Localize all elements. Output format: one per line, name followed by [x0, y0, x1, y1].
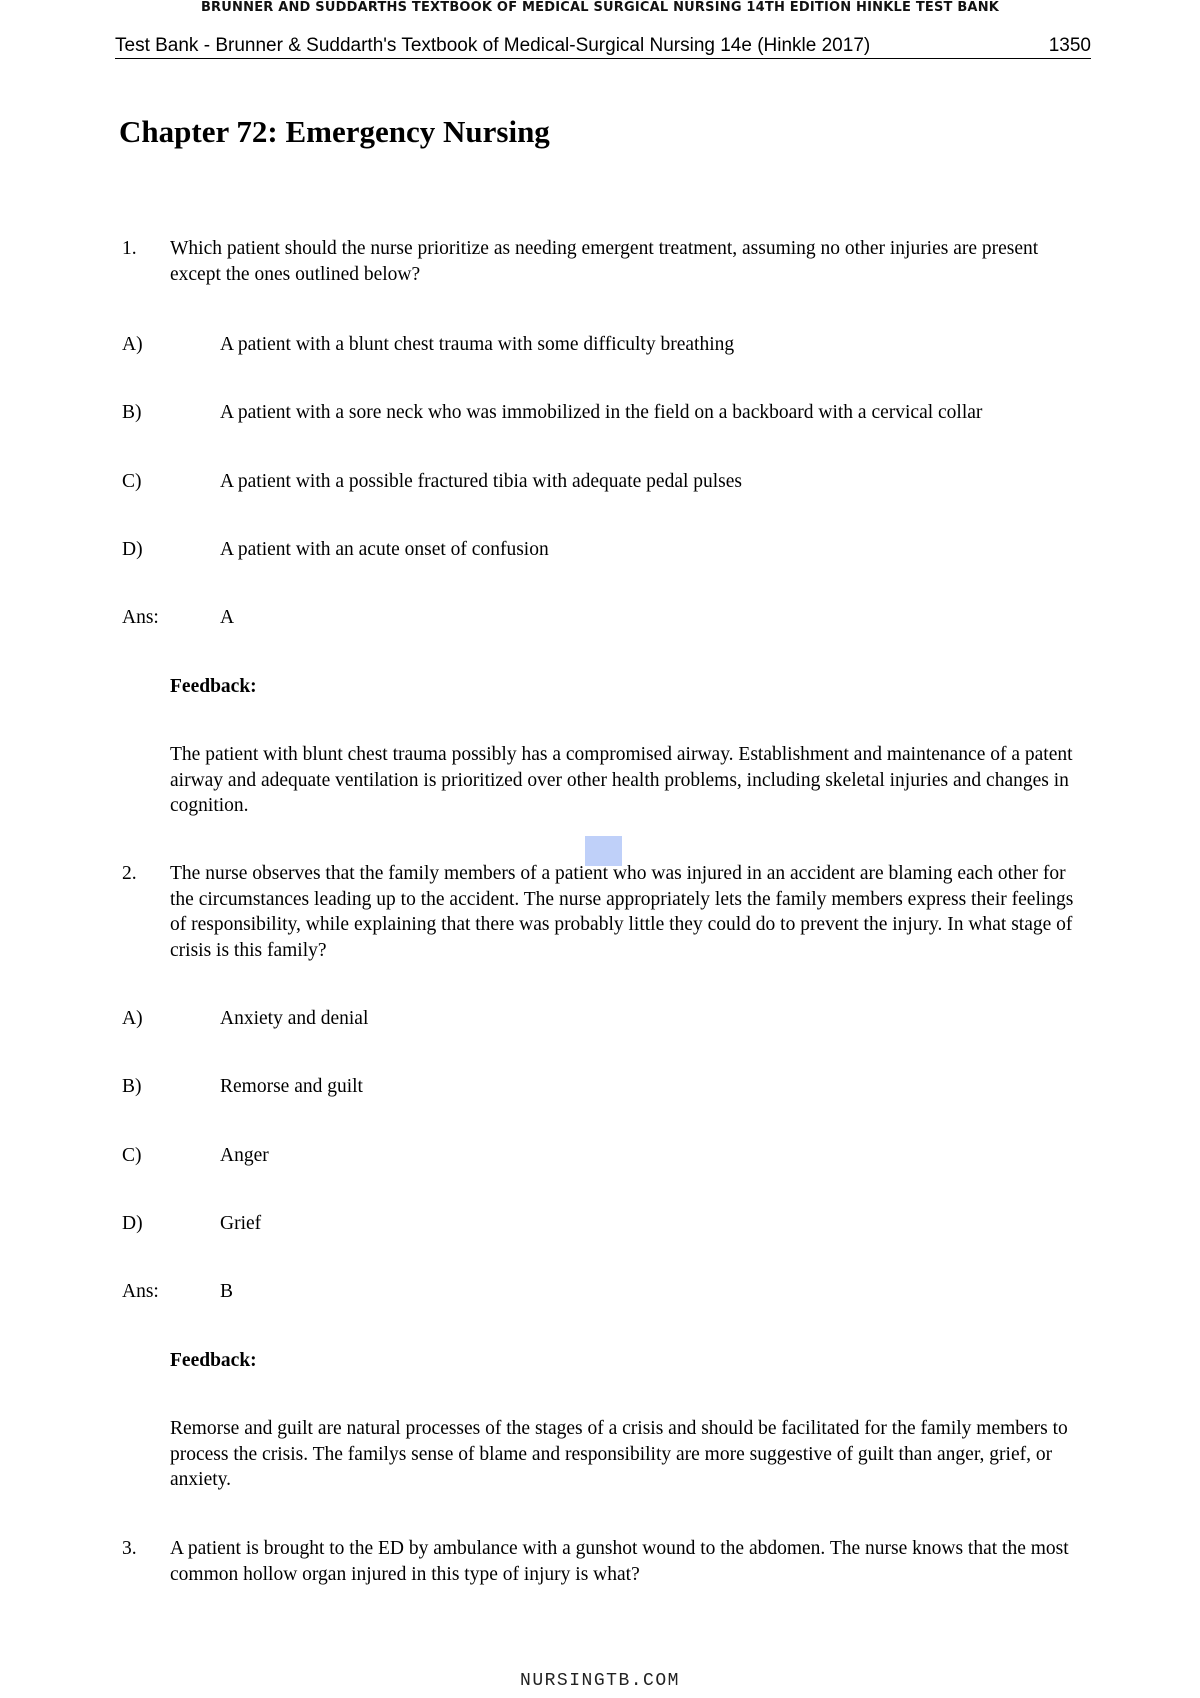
question-1-stem: Which patient should the nurse prioritize as needing emergent treatment, assuming no other injuries are present except the ones outlined below? — [170, 238, 1039, 285]
question-2-stem: The nurse observes that the family members of a patient who was injured in an accident are blaming each other for the circumstances leading up to the accident. The nurse appropriately lets the family members express their feelings of responsibility, while explaining that there was probably little they could do to prevent the injury. In what stage of crisis is this family? — [170, 863, 1074, 961]
question-1-option-c-label: C) — [122, 471, 142, 492]
question-2-option-a-text: Anxiety and denial — [220, 1008, 369, 1029]
question-3-number: 3. — [122, 1538, 137, 1559]
question-1-feedback-heading: Feedback: — [170, 676, 257, 697]
question-2-option-d-label: D) — [122, 1213, 143, 1234]
chapter-title: Chapter 72: Emergency Nursing — [119, 114, 550, 149]
question-1-feedback: The patient with blunt chest trauma possibly has a compromised airway. Establishment and maintenance of a patent airway and adequate ventilation is prioritized over other health problems, including skeletal injuries and changes in cognition. — [170, 744, 1073, 816]
question-3-stem: A patient is brought to the ED by ambulance with a gunshot wound to the abdomen. The nurse knows that the most common hollow organ injured in this type of injury is what? — [170, 1538, 1069, 1585]
question-2-option-b-label: B) — [122, 1076, 142, 1097]
bottom-watermark: NURSINGTB.COM — [520, 1671, 680, 1691]
top-watermark: BRUNNER AND SUDDARTHS TEXTBOOK OF MEDICAL SURGICAL NURSING 14TH EDITION HINKLE TEST BANK — [200, 0, 1000, 15]
question-1-option-a-label: A) — [122, 334, 143, 355]
header-title: Test Bank - Brunner & Suddarth's Textbook of Medical-Surgical Nursing 14e (Hinkle 2017) — [115, 35, 871, 56]
question-2-answer: B — [220, 1281, 234, 1302]
question-2-number: 2. — [122, 863, 137, 884]
question-1-answer: A — [220, 607, 235, 628]
question-2-feedback: Remorse and guilt are natural processes of the stages of a crisis and should be facilitated for the family members to process the crisis. The familys sense of blame and responsibility are more suggestive of guilt than anger, grief, or anxiety. — [170, 1418, 1068, 1490]
question-1-option-a-text: A patient with a blunt chest trauma with some difficulty breathing — [220, 334, 735, 355]
question-2-answer-label: Ans: — [122, 1281, 159, 1302]
question-1-answer-label: Ans: — [122, 607, 159, 628]
question-2-option-d-text: Grief — [220, 1213, 262, 1234]
question-1-number: 1. — [122, 238, 137, 259]
running-header — [115, 34, 1091, 59]
question-2-feedback-heading: Feedback: — [170, 1350, 257, 1371]
question-2-option-c-label: C) — [122, 1145, 142, 1166]
question-1-option-b-label: B) — [122, 402, 142, 423]
question-2-option-b-text: Remorse and guilt — [220, 1076, 363, 1097]
question-1-option-d-label: D) — [122, 539, 143, 560]
question-2-option-c-text: Anger — [220, 1145, 269, 1166]
question-1-option-b-text: A patient with a sore neck who was immobilized in the field on a backboard with a cervical collar — [220, 402, 983, 423]
question-1-option-c-text: A patient with a possible fractured tibia with adequate pedal pulses — [220, 471, 743, 492]
question-2-option-a-label: A) — [122, 1008, 143, 1029]
question-1-option-d-text: A patient with an acute onset of confusion — [220, 539, 549, 560]
page-number: 1350 — [1048, 35, 1091, 56]
